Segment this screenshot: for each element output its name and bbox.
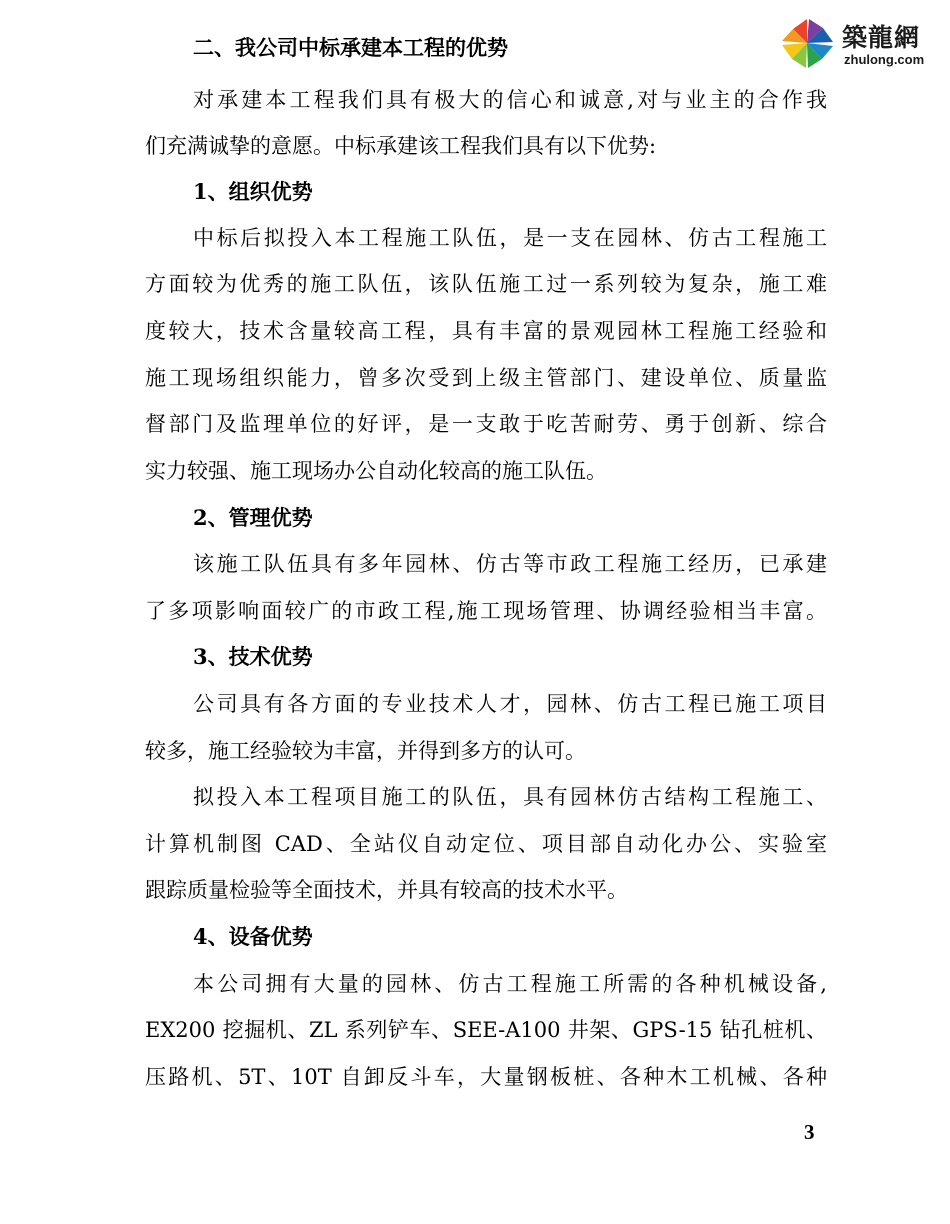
text-line: 施工现场组织能力，曾多次受到上级主管部门、建设单位、质量监: [145, 366, 827, 390]
text-line: 公司具有各方面的专业技术人才，园林、仿古工程已施工项目: [193, 692, 827, 716]
page-number: 3: [804, 1120, 815, 1144]
subsection-heading: 2、管理优势: [193, 505, 313, 530]
text-line: EX200 挖掘机、ZL 系列铲车、SEE-A100 井架、GPS-15 钻孔桩机、: [145, 1018, 827, 1042]
text-line: 压路机、5T、10T 自卸反斗车，大量钢板桩、各种木工机械、各种: [145, 1065, 827, 1089]
subsection-heading: 1、组织优势: [193, 179, 313, 204]
text-line: 了多项影响面较广的市政工程,施工现场管理、协调经验相当丰富。: [145, 599, 827, 623]
text-line: 督部门及监理单位的好评，是一支敢于吃苦耐劳、勇于创新、综合: [145, 412, 827, 436]
text-line: 计算机制图 CAD、全站仪自动定位、项目部自动化办公、实验室: [145, 832, 827, 856]
text-line: 跟踪质量检验等全面技术，并具有较高的技术水平。: [145, 878, 628, 902]
subsection-heading: 3、技术优势: [193, 644, 313, 669]
text-line: 本公司拥有大量的园林、仿古工程施工所需的各种机械设备,: [193, 972, 827, 996]
text-line: 中标后拟投入本工程施工队伍，是一支在园林、仿古工程施工: [193, 226, 827, 250]
logo-chinese-name: 築龍網: [842, 23, 921, 52]
text-line: 较多，施工经验较为丰富，并得到多方的认可。: [145, 739, 586, 763]
text-line: 对承建本工程我们具有极大的信心和诚意,对与业主的合作我: [193, 88, 827, 112]
zhulong-logo: [778, 14, 938, 70]
subsection-heading: 4、设备优势: [193, 924, 313, 949]
text-line: 实力较强、施工现场办公自动化较高的施工队伍。: [145, 459, 607, 483]
text-line: 度较大，技术含量较高工程，具有丰富的景观园林工程施工经验和: [145, 319, 827, 343]
section-title: 二、我公司中标承建本工程的优势: [193, 35, 508, 60]
text-line: 方面较为优秀的施工队伍，该队伍施工过一系列较为复杂，施工难: [145, 272, 827, 296]
text-line: 拟投入本工程项目施工的队伍，具有园林仿古结构工程施工、: [193, 785, 827, 809]
text-line: 该施工队伍具有多年园林、仿古等市政工程施工经历，已承建: [193, 552, 827, 576]
logo-url: zhulong.com: [844, 52, 925, 67]
text-line: 们充满诚挚的意愿。中标承建该工程我们具有以下优势:: [145, 134, 657, 158]
pinwheel-logo-icon: [778, 16, 836, 70]
